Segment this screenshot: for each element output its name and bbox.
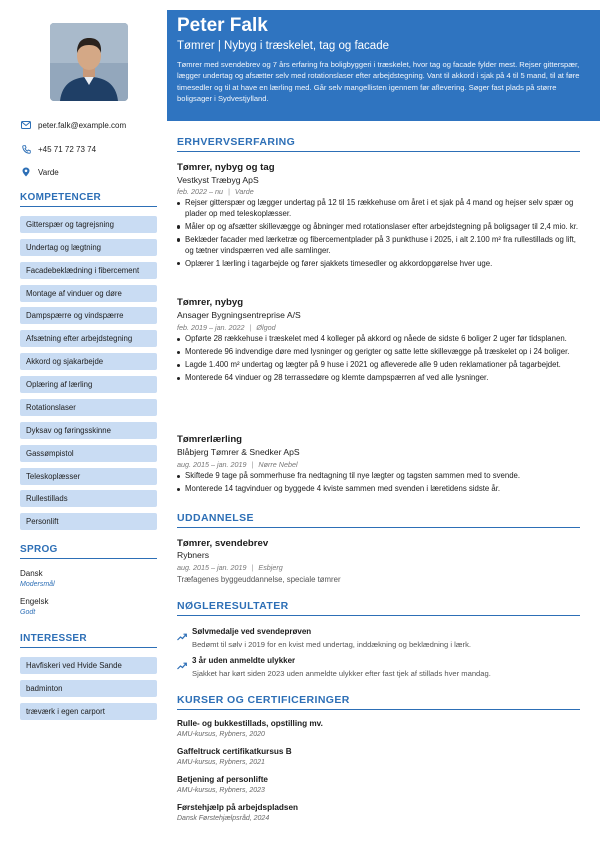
course-meta: AMU-kursus, Rybners, 2023	[177, 787, 265, 794]
job-company: Ansager Bygningsentreprise A/S	[177, 310, 301, 320]
skill-chip: Rotationslaser	[20, 399, 157, 416]
education-location: Esbjerg	[258, 563, 283, 572]
interest-chip: badminton	[20, 680, 157, 697]
job-dates: feb. 2019 – jan. 2022	[177, 323, 245, 332]
course-title: Gaffeltruck certifikatkursus B	[177, 747, 292, 756]
job-title: Tømrer, nybyg og tag	[177, 162, 275, 173]
skill-chip: Personlift	[20, 513, 157, 530]
job-bullets	[177, 471, 580, 497]
job-dates: feb. 2022 – nu	[177, 187, 223, 196]
job-location: Ølgod	[256, 323, 276, 332]
skill-chip: Dampspærre og vindspærre	[20, 307, 157, 324]
achievement-title: 3 år uden anmeldte ulykker	[192, 656, 296, 665]
courses-heading: KURSER OG CERTIFICERINGER	[177, 694, 580, 710]
bullet-item: Rejser gitterspær og lægger undertag på 12 til 15 rækkehuse om året i et sjak på 4 mand og hejser selv spær og plader op med teleskoplæsser.	[177, 198, 580, 220]
achievements-heading: NØGLERESULTATER	[177, 600, 580, 616]
experience-heading: ERHVERVSERFARING	[177, 136, 580, 152]
language-level: Godt	[20, 609, 36, 616]
skill-chip: Afsætning efter arbejdstegning	[20, 330, 157, 347]
contact-location-text: Varde	[38, 167, 59, 177]
bullet-item: Måler op og afsætter skillevægge og åbninger med rotationslaser efter arbejdstegning på boligsager til 2,4 mio. kr.	[177, 222, 580, 233]
job-meta: feb. 2019 – jan. 2022 | Ølgod	[177, 323, 276, 332]
trend-up-icon	[177, 657, 187, 665]
course-meta: AMU-kursus, Rybners, 2020	[177, 731, 265, 738]
course-title: Rulle- og bukkestillads, opstilling mv.	[177, 719, 323, 728]
bullet-item: Monterede 64 vinduer og 28 terrassedøre og klemte dampspærren af ved alle lysninger.	[177, 373, 580, 384]
interest-chip: træværk i egen carport	[20, 703, 157, 720]
education-school: Rybners	[177, 550, 209, 560]
skill-chip: Akkord og sjakarbejde	[20, 353, 157, 370]
bullet-item: Monterede 14 tagvinduer og byggede 4 kviste sammen med svenden i læretidens sidste år.	[177, 484, 580, 495]
course-title: Førstehjælp på arbejdspladsen	[177, 803, 299, 812]
skill-chip: Rullestillads	[20, 490, 157, 507]
profile-photo	[50, 23, 128, 101]
header-banner	[167, 10, 600, 121]
education-note: Træfagenes byggeuddannelse, speciale tømrer	[177, 575, 341, 584]
sidebar	[0, 0, 167, 849]
job-company: Vestkyst Træbyg ApS	[177, 175, 259, 185]
skills-heading: KOMPETENCER	[20, 192, 157, 207]
trend-up-icon	[177, 628, 187, 636]
bullet-item: Opførte 28 rækkehuse i træskelet med 4 kolleger på akkord og nåede de sidste 6 boliger 2 uger før tidsplanen.	[177, 334, 580, 345]
skill-chip: Undertag og lægtning	[20, 239, 157, 256]
language-name: Engelsk	[20, 597, 49, 606]
bullet-item: Skiftede 9 tage på sommerhuse fra nedtagning til nye lægter og tagsten sammen med to svende.	[177, 471, 580, 482]
skill-chip: Gassømpistol	[20, 445, 157, 462]
mail-icon	[20, 119, 32, 131]
skill-chip: Teleskoplæsser	[20, 468, 157, 485]
interests-heading: INTERESSER	[20, 633, 157, 648]
skill-chip: Facadebeklædning i fibercement	[20, 262, 157, 279]
education-title: Tømrer, svendebrev	[177, 538, 269, 549]
location-pin-icon	[20, 166, 32, 178]
bullet-item: Lagde 1.400 m² undertag og lægter på 9 huse i 2021 og afleverede alle 9 uden reklamationer på tagarbejdet.	[177, 360, 580, 371]
job-location: Nørre Nebel	[258, 460, 298, 469]
contact-email[interactable]	[20, 118, 160, 132]
skill-chip: Dyksav og føringsskinne	[20, 422, 157, 439]
bullet-item: Oplærer 1 lærling i tagarbejde og fører sjakkets timesedler og akkordopgørelse hver uge.	[177, 259, 580, 270]
contact-location	[20, 165, 160, 179]
course-meta: Dansk Førstehjælpsråd, 2024	[177, 815, 270, 822]
candidate-name: Peter Falk	[177, 15, 268, 36]
interest-chip: Havfiskeri ved Hvide Sande	[20, 657, 157, 674]
course-title: Betjening af personlifte	[177, 775, 268, 784]
job-dates: aug. 2015 – jan. 2019	[177, 460, 247, 469]
contact-phone[interactable]	[20, 142, 160, 156]
languages-heading: SPROG	[20, 544, 157, 559]
contact-phone-text: +45 71 72 73 74	[38, 144, 97, 154]
job-meta: feb. 2022 – nu | Varde	[177, 187, 254, 196]
education-heading: UDDANNELSE	[177, 512, 580, 528]
education-dates: aug. 2015 – jan. 2019	[177, 563, 247, 572]
candidate-title: Tømrer | Nybyg i træskelet, tag og facade	[177, 40, 389, 52]
job-bullets	[177, 198, 580, 272]
bullet-item: Monterede 96 indvendige døre med lysninger og gerigter og satte lette skillevægge på træskelet op i 24 boliger.	[177, 347, 580, 358]
skill-chip: Montage af vinduer og døre	[20, 285, 157, 302]
profile-summary: Tømrer med svendebrev og 7 års erfaring fra boligbyggeri i træskelet, hvor tag og facade fylder mest. Rejser gitterspær, lægger undertag og afsætter selv med rotationslaser efter arbejdstegning. Vant til akkord i sjak på 4 til 5 mand, til at føre timesedler og til at have en lærling med. Går selv mangellisten igennem før aflevering. Søger fast plads på større boligsager i Sydvestjylland.	[177, 60, 580, 104]
language-name: Dansk	[20, 569, 43, 578]
achievement-desc: Bedømt til sølv i 2019 for en kvist med undertag, inddækning og beklædning i lærk.	[192, 640, 471, 649]
job-bullets	[177, 334, 580, 386]
bullet-item: Beklæder facader med lærketræ og fibercementplader på 3 punkthuse i 2025, i alt 2.100 m² fra rullestillads og lift, og tætner vindspærren ved alle samlinger.	[177, 235, 580, 257]
job-meta: aug. 2015 – jan. 2019 | Nørre Nebel	[177, 460, 298, 469]
job-title: Tømrerlærling	[177, 434, 243, 445]
achievement-desc: Sjakket har kørt siden 2023 uden anmeldte ulykker efter fast tjek af stillads hver mandag.	[192, 669, 491, 678]
job-title: Tømrer, nybyg	[177, 297, 244, 308]
phone-icon	[20, 143, 32, 155]
education-meta: aug. 2015 – jan. 2019 | Esbjerg	[177, 563, 283, 572]
course-meta: AMU-kursus, Rybners, 2021	[177, 759, 265, 766]
job-company: Blåbjerg Tømrer & Snedker ApS	[177, 447, 300, 457]
skill-chip: Gitterspær og tagrejsning	[20, 216, 157, 233]
achievement-title: Sølvmedalje ved svendeprøven	[192, 627, 312, 636]
job-location: Varde	[234, 187, 254, 196]
language-level: Modersmål	[20, 581, 55, 588]
contact-email-text: peter.falk@example.com	[38, 120, 127, 130]
skill-chip: Oplæring af lærling	[20, 376, 157, 393]
